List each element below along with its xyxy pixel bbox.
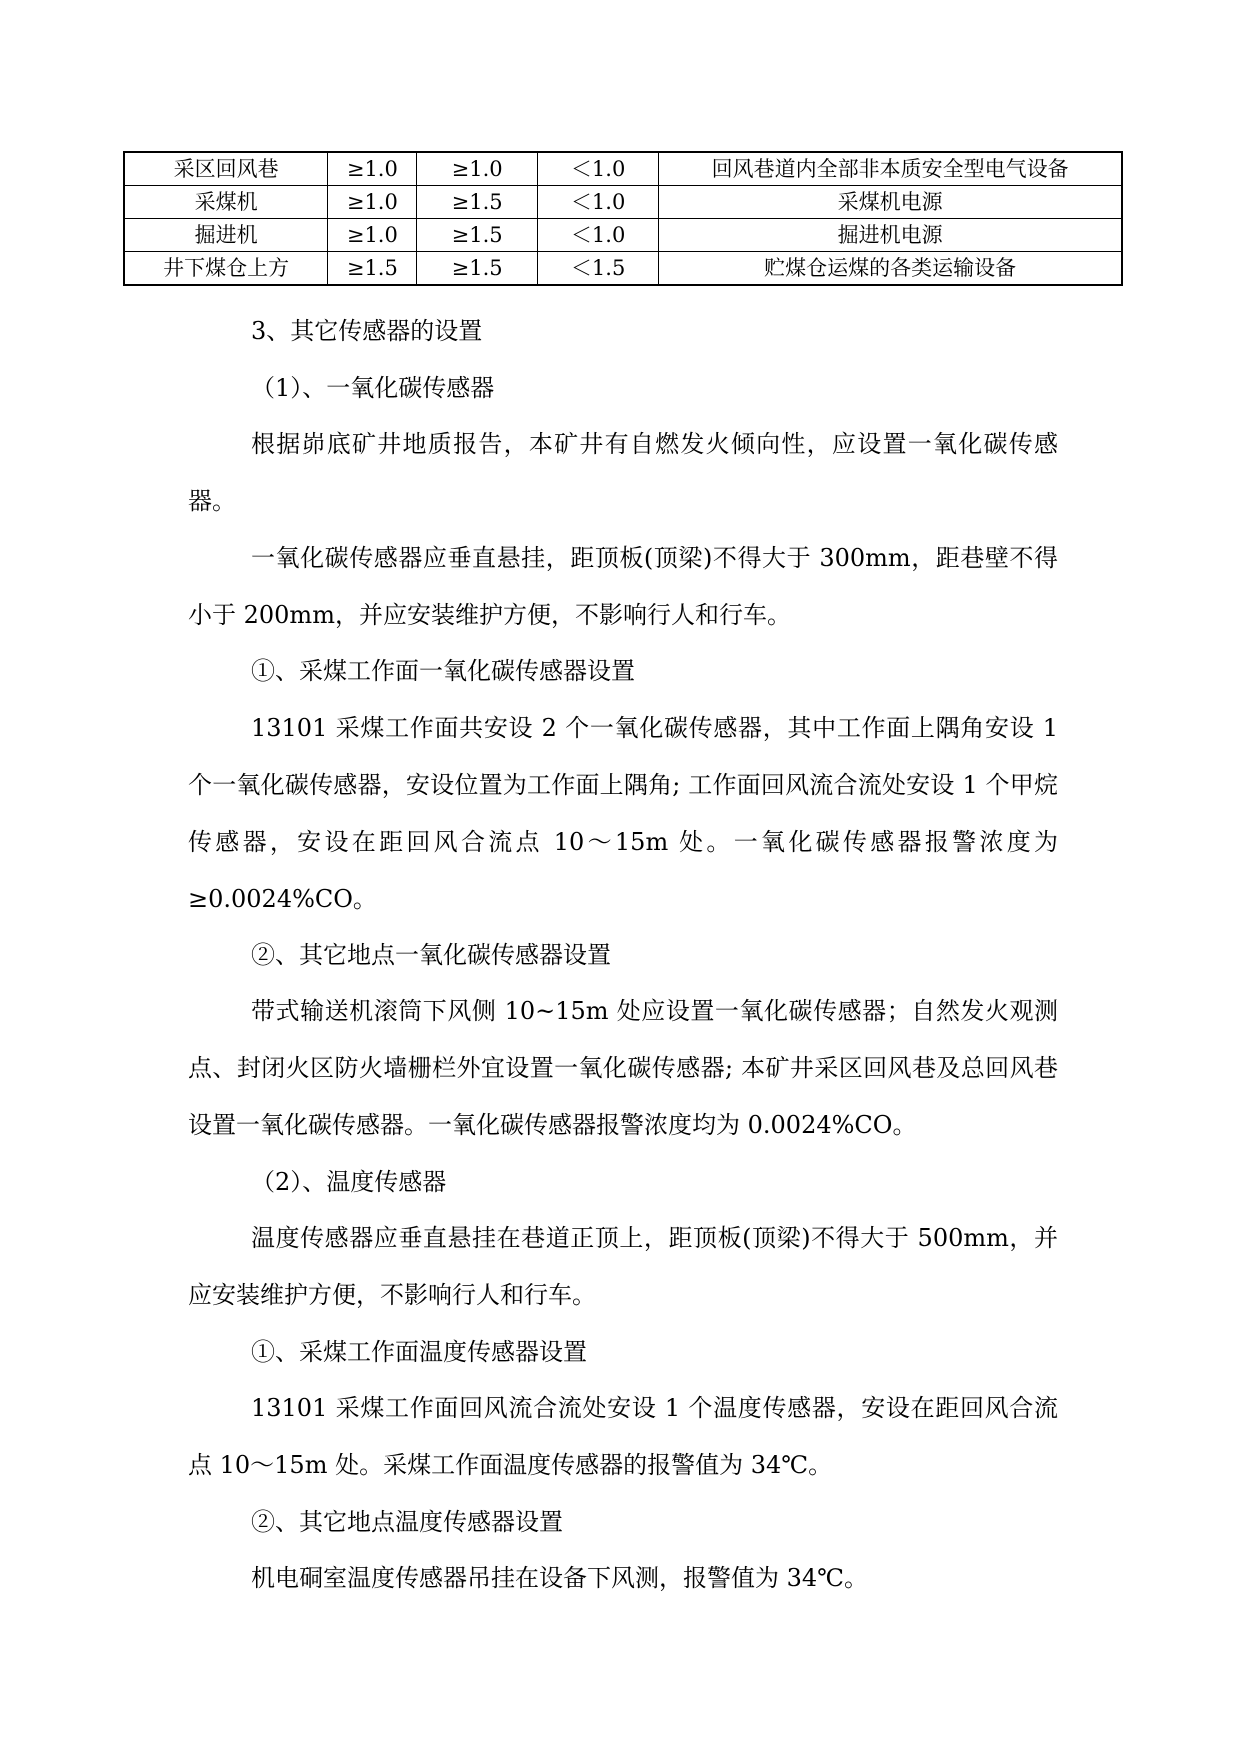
table-cell: 采煤机 [124, 186, 328, 219]
paragraph-co-working-face: 13101 采煤工作面共安设 2 个一氧化碳传感器，其中工作面上隅角安设 1 个一氧化碳传感器，安设位置为工作面上隅角; 工作面回风流合流处安设 1 个甲烷传感器，安设在距回风合流点 10～15m 处。一氧化碳传感器报警浓度为≥0.0024%CO。 [188, 714, 1058, 913]
table-cell: ＜1.0 [537, 152, 659, 186]
table-cell: ＜1.0 [537, 186, 659, 219]
table-cell: 井下煤仓上方 [124, 252, 328, 286]
table-row [124, 152, 1122, 186]
table-cell: 贮煤仓运煤的各类运输设备 [659, 252, 1122, 286]
paragraph-co-requirement: 根据峁底矿井地质报告，本矿井有自燃发火倾向性，应设置一氧化碳传感器。 [188, 430, 1058, 515]
table-cell: ≥1.5 [417, 252, 537, 286]
table-cell: ≥1.5 [328, 252, 417, 286]
paragraph-co-installation: 一氧化碳传感器应垂直悬挂，距顶板(顶梁)不得大于 300mm，距巷壁不得小于 200mm，并应安装维护方便，不影响行人和行车。 [188, 544, 1058, 629]
table-cell: ≥1.5 [417, 219, 537, 252]
paragraph-temperature-installation: 温度传感器应垂直悬挂在巷道正顶上，距顶板(顶梁)不得大于 500mm，并应安装维护方便，不影响行人和行车。 [188, 1224, 1058, 1309]
table-cell: 掘进机 [124, 219, 328, 252]
heading-co-working-face: ①、采煤工作面一氧化碳传感器设置 [251, 657, 635, 685]
subsection-heading-temperature-sensor: （2）、温度传感器 [251, 1168, 447, 1196]
table-cell: 采区回风巷 [124, 152, 328, 186]
sensor-settings-table [123, 151, 1123, 286]
heading-temperature-working-face: ①、采煤工作面温度传感器设置 [251, 1338, 587, 1366]
subsection-heading-co-sensor: （1）、一氧化碳传感器 [251, 374, 495, 402]
table-cell: 采煤机电源 [659, 186, 1122, 219]
table-cell: ＜1.5 [537, 252, 659, 286]
table-cell: ≥1.0 [328, 219, 417, 252]
section-heading-other-sensors: 3、其它传感器的设置 [251, 317, 483, 345]
table-cell: ＜1.0 [537, 219, 659, 252]
paragraph-temperature-other-locations: 机电硐室温度传感器吊挂在设备下风测，报警值为 34℃。 [251, 1564, 869, 1592]
table-row [124, 219, 1122, 252]
table-cell: 掘进机电源 [659, 219, 1122, 252]
table-row [124, 186, 1122, 219]
table-cell: ≥1.0 [328, 186, 417, 219]
heading-temperature-other-locations: ②、其它地点温度传感器设置 [251, 1508, 563, 1536]
table-cell: ≥1.5 [417, 186, 537, 219]
table-cell: ≥1.0 [417, 152, 537, 186]
heading-co-other-locations: ②、其它地点一氧化碳传感器设置 [251, 941, 611, 969]
table-cell: ≥1.0 [328, 152, 417, 186]
table-cell: 回风巷道内全部非本质安全型电气设备 [659, 152, 1122, 186]
paragraph-temperature-working-face: 13101 采煤工作面回风流合流处安设 1 个温度传感器，安设在距回风合流点 10～15m 处。采煤工作面温度传感器的报警值为 34℃。 [188, 1394, 1058, 1479]
table-row [124, 252, 1122, 286]
paragraph-co-other-locations: 带式输送机滚筒下风侧 10~15m 处应设置一氧化碳传感器；自然发火观测点、封闭火区防火墙栅栏外宜设置一氧化碳传感器; 本矿井采区回风巷及总回风巷设置一氧化碳传感器。一氧化碳传感器报警浓度均为 0.0024%CO。 [188, 997, 1058, 1139]
